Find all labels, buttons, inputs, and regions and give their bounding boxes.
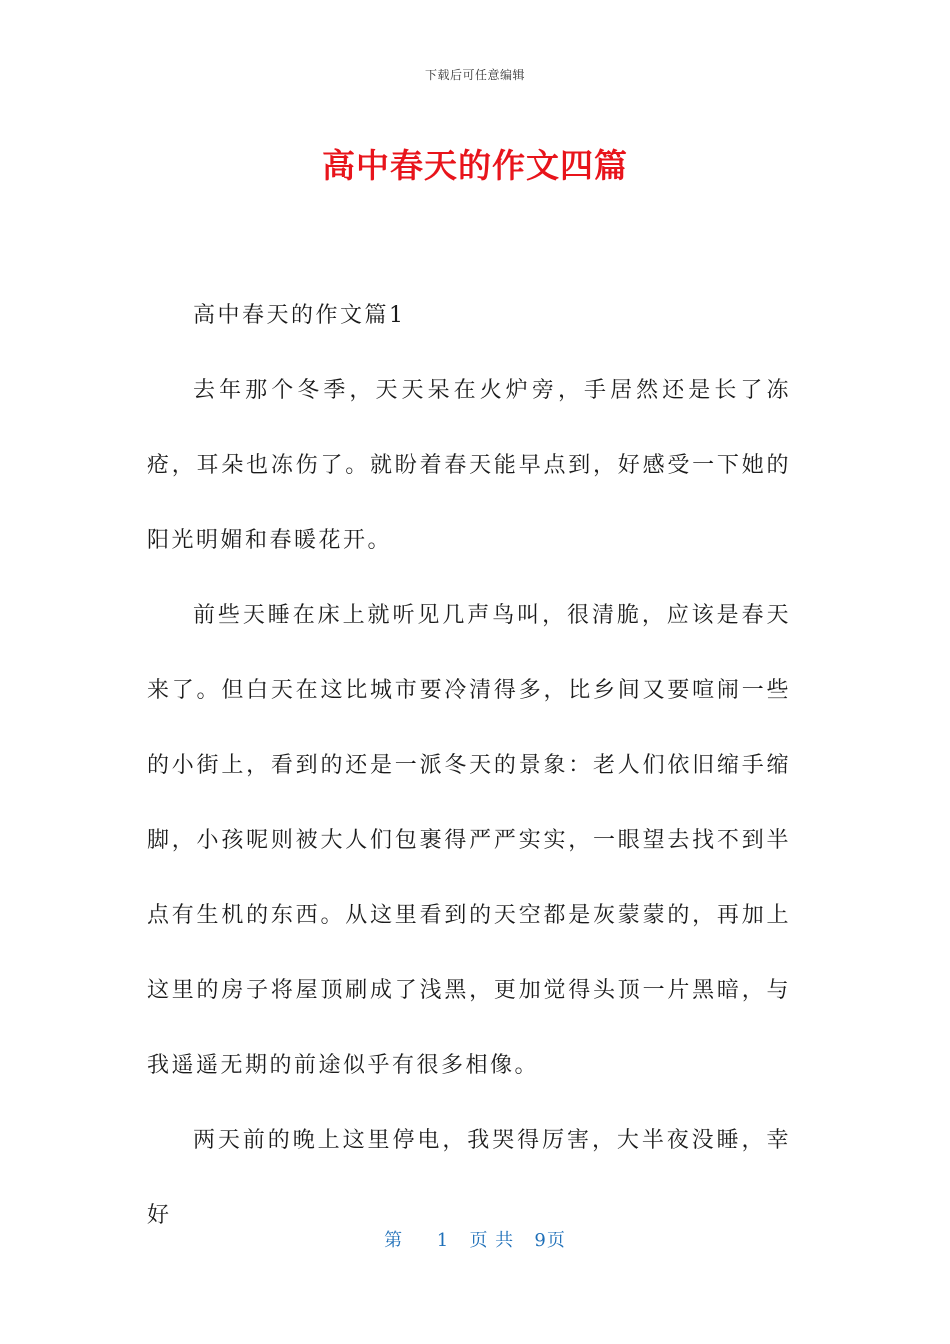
paragraph: 两天前的晚上这里停电，我哭得厉害，大半夜没睡，幸好 [147, 1128, 791, 1228]
page-footer [0, 1226, 950, 1252]
section-heading: 高中春天的作文篇1 [193, 303, 406, 328]
footer-of-label: 页 共 [469, 1230, 515, 1251]
document-body [147, 278, 791, 1253]
document-title: 高中春天的作文四篇 [322, 146, 628, 185]
paragraph: 去年那个冬季，天天呆在火炉旁，手居然还是长了冻疮，耳朵也冻伤了。就盼着春天能早点到，好感受一下她的阳光明媚和春暖花开。 [147, 378, 791, 553]
footer-current-page: 1 [436, 1230, 450, 1251]
paragraph: 前些天睡在床上就听见几声鸟叫，很清脆，应该是春天来了。但白天在这比城市要冷清得多，比乡间又要喧闹一些的小街上，看到的还是一派冬天的景象：老人们依旧缩手缩脚，小孩呢则被大人们包裹得严严实实，一眼望去找不到半点有生机的东西。从这里看到的天空都是灰蒙蒙的，再加上这里的房子将屋顶刷成了浅黑，更加觉得头顶一片黑暗，与我遥遥无期的前途似乎有很多相像。 [147, 603, 791, 1078]
footer-total-pages: 9页 [534, 1230, 566, 1251]
header-note: 下载后可任意编辑 [424, 68, 525, 82]
footer-page-label: 第 [384, 1230, 404, 1251]
